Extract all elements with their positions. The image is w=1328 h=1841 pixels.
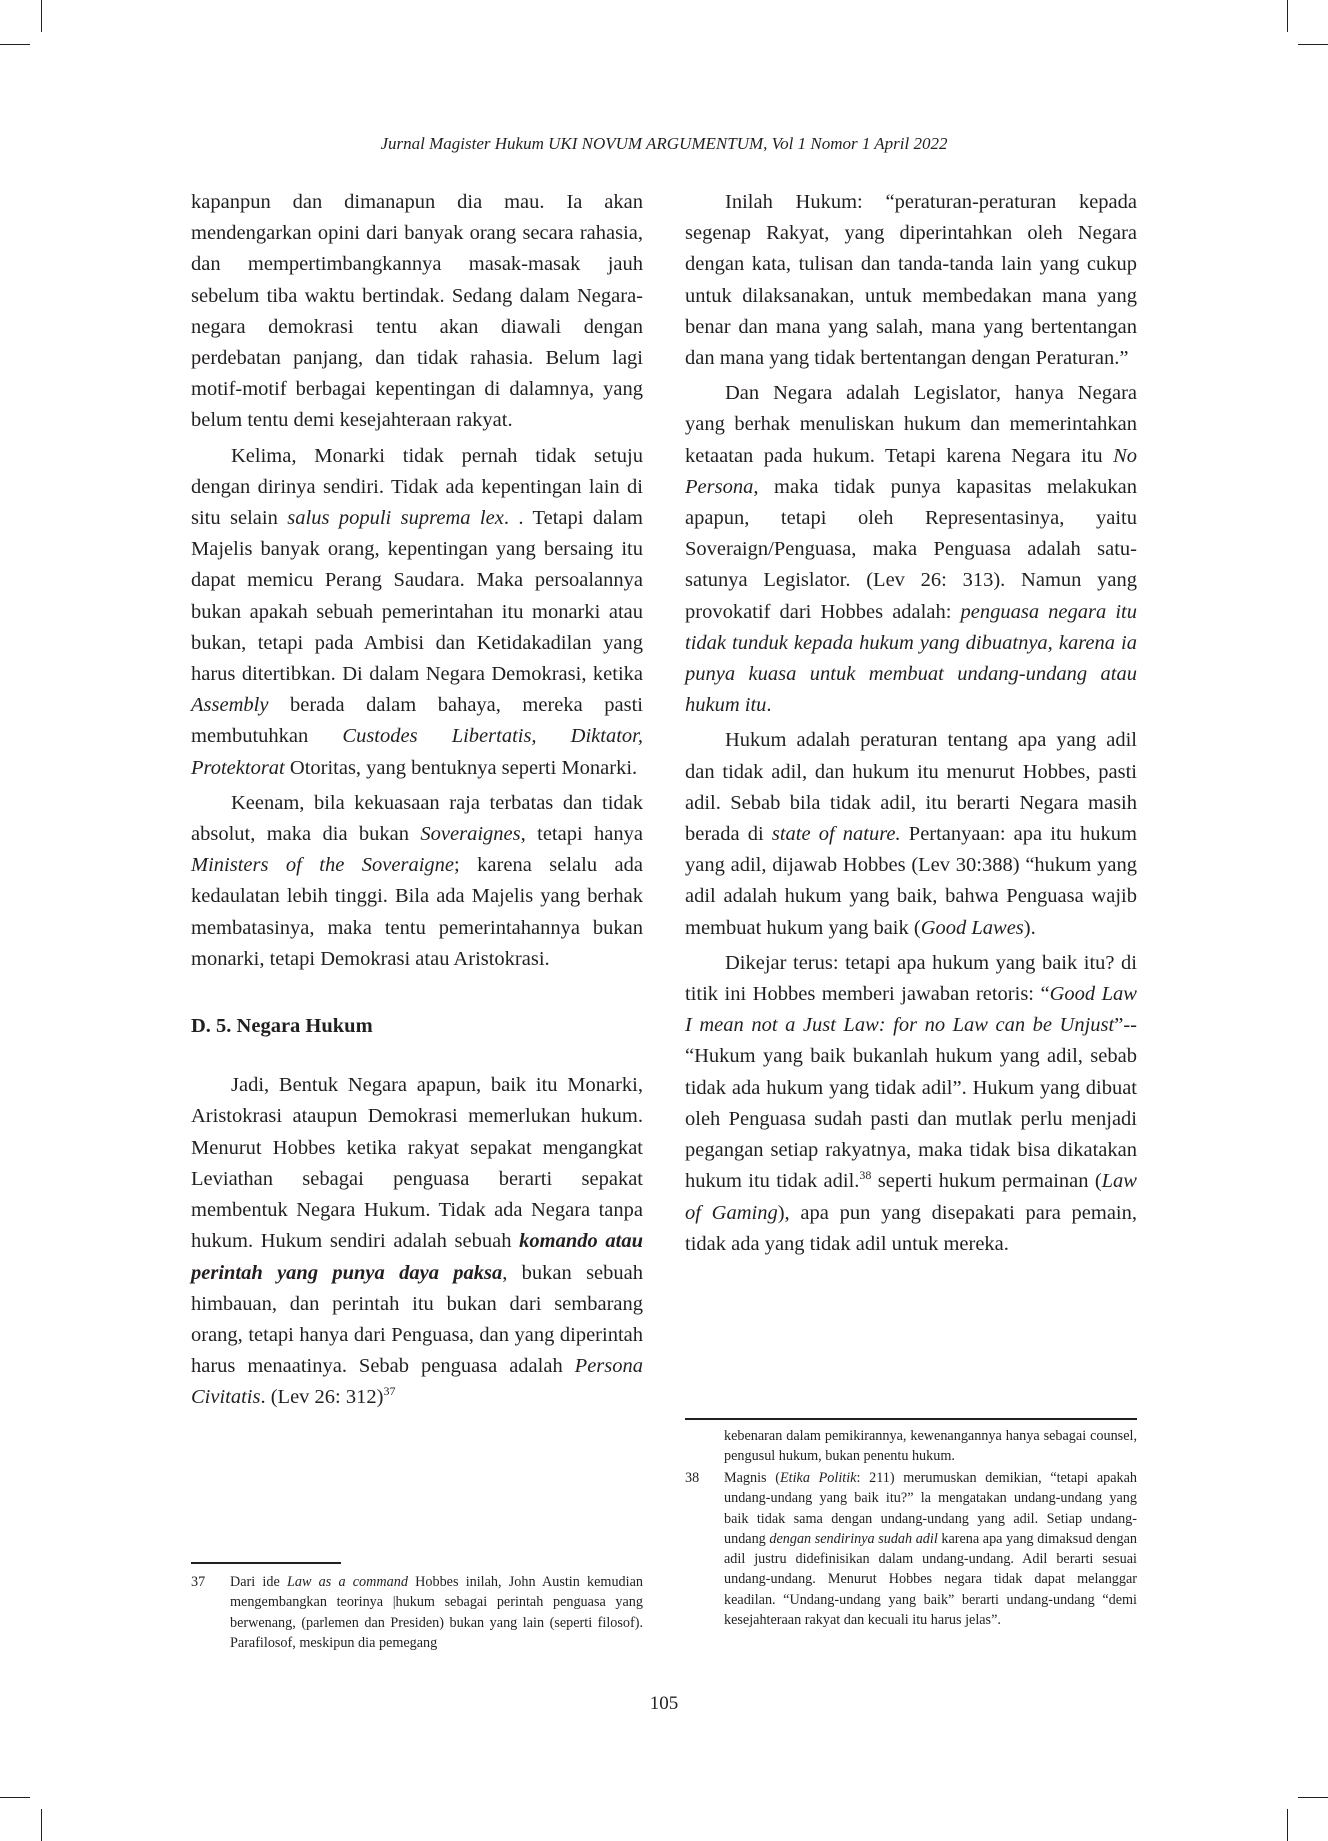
paragraph: kapanpun dan dimanapun dia mau. Ia akan mendengarkan opini dari banyak orang secara rahasia, dan mempertimbangkannya masak-masak jauh sebelum tiba waktu bertindak. Sedang dalam Negara-negara demokrasi tentu akan diawali dengan perdebatan panjang, dan tidak rahasia. Belum lagi motif-motif berbagai kepentingan di dalamnya, yang belum tentu demi kesejahteraan rakyat. — [191, 191, 643, 432]
paragraph: Keenam, bila kekuasaan raja terbatas dan tidak absolut, maka dia bukan Soveraignes, tetapi hanya Ministers of the Soveraigne; karena selalu ada kedaulatan lebih tinggi. Bila ada Majelis yang berhak membatasinya, maka tentu pemerintahannya bukan monarki, tetapi Demokrasi atau Aristokrasi. — [191, 791, 643, 970]
footnote-ref[interactable]: 38 — [859, 1168, 872, 1183]
running-header: Jurnal Magister Hukum UKI NOVUM ARGUMENTUM, Vol 1 Nomor 1 April 2022 — [380, 134, 948, 153]
footnote-37-continued: kebenaran dalam pemikirannya, kewenangannya hanya sebagai counsel, pengusul hukum, bukan penentu hukum. — [724, 1428, 1137, 1465]
crop-mark — [0, 1797, 30, 1798]
footnote-number: 38 — [685, 1470, 700, 1486]
paragraph: Hukum adalah peraturan tentang apa yang adil dan tidak adil, dan hukum itu menurut Hobbes, pasti adil. Sebab bila tidak adil, itu berarti Negara masih berada di state of nature. Pertanyaan: apa itu hukum yang adil, dijawab Hobbes (Lev 30:388) “hukum yang adil adalah hukum yang baik, bahwa Penguasa wajib membuat hukum yang baik (Good Lawes). — [685, 729, 1137, 939]
crop-mark — [41, 0, 42, 32]
crop-mark — [0, 44, 30, 45]
paragraph: Jadi, Bentuk Negara apapun, baik itu Monarki, Aristokrasi ataupun Demokrasi memerlukan hukum. Menurut Hobbes ketika rakyat sepakat mengangkat Leviathan sebagai penguasa berarti sepakat membentuk Negara Hukum. Tidak ada Negara tanpa hukum. Hukum sendiri adalah sebuah komando atau perintah yang punya daya paksa, bukan sebuah himbauan, dan perintah itu bukan dari sembarang orang, tetapi hanya dari Penguasa, dan yang diperintah harus menaatinya. Sebab penguasa adalah Persona Civitatis. (Lev 26: 312)$^{37}$ — [191, 1074, 643, 1409]
footnote-38: 38 Magnis (Etika Politik: 211) merumuskan demikian, “tetapi apakah undang-undang yang baik itu?” la mengatakan undang-undang yang baik tidak sama dengan undang-undang yang adil. Setiap undang-undang dengan sendirinya sudah adil karena apa yang dimaksud dengan adil justru didefinisikan dalam undang-undang. Adil berarti sesuai undang-undang. Menurut Hobbes negara tidak dapat melanggar keadilan. “Undang-undang yang baik” berarti undang-undang “demi kesejahteraan rakyat dan kecuali itu harus jelas”. — [685, 1470, 1138, 1629]
section-heading: D. 5. Negara Hukum — [191, 1015, 373, 1038]
footnote-rule — [685, 1418, 1137, 1420]
paragraph: Kelima, Monarki tidak pernah tidak setuju dengan dirinya sendiri. Tidak ada kepentingan lain di situ selain salus populi suprema lex. . Tetapi dalam Majelis banyak orang, kepentingan yang bersaing itu dapat memicu Perang Saudara. Maka persoalannya bukan apakah sebuah pemerintahan itu monarki atau bukan, tetapi pada Ambisi dan Ketidakadilan yang harus ditertibkan. Di dalam Negara Demokrasi, ketika Assembly berada dalam bahaya, mereka pasti membutuhkan Custodes Libertatis, Diktator, Protektorat Otoritas, yang bentuknya seperti Monarki. — [191, 444, 643, 779]
paragraph: Dikejar terus: tetapi apa hukum yang baik itu? di titik ini Hobbes memberi jawaban retoris: “Good Law I mean not a Just Law: for no Law can be Unjust”-- “Hukum yang baik bukanlah hukum yang adil, sebab tidak ada hukum yang tidak adil”. Hukum yang dibuat oleh Penguasa sudah pasti dan mutlak perlu menjadi pegangan setiap rakyatnya, maka tidak bisa dikatakan hukum itu tidak adil.$^{38}$ seperti hukum permainan (Law of Gaming), apa pun yang disepakati para pemain, tidak ada yang tidak adil untuk mereka. — [685, 951, 1137, 1255]
crop-mark — [1298, 44, 1328, 45]
page-number: 105 — [649, 1693, 679, 1714]
crop-mark — [41, 1809, 42, 1841]
footnote-number: 37 — [191, 1574, 206, 1590]
footnote-ref[interactable]: 37 — [383, 1384, 396, 1399]
right-column — [685, 187, 1137, 1264]
crop-mark — [1287, 0, 1288, 32]
crop-mark — [1298, 1797, 1328, 1798]
footnote-rule — [191, 1562, 341, 1564]
paragraph: Inilah Hukum: “peraturan-peraturan kepada segenap Rakyat, yang diperintahkan oleh Negara dengan kata, tulisan dan tanda-tanda lain yang cukup untuk dilaksanakan, untuk membedakan mana yang benar dan mana yang salah, mana yang bertentangan dan mana yang tidak bertentangan dengan Peraturan.” — [685, 191, 1137, 370]
paragraph: Dan Negara adalah Legislator, hanya Negara yang berhak menuliskan hukum dan memerintahkan ketaatan pada hukum. Tetapi karena Negara itu No Persona, maka tidak punya kapasitas melakukan apapun, tetapi oleh Representasinya, yaitu Soveraign/Penguasa, maka Penguasa adalah satu-satunya Legislator. (Lev 26: 313). Namun yang provokatif dari Hobbes adalah: penguasa negara itu tidak tunduk kepada hukum yang dibuatnya, karena ia punya kuasa untuk membuat undang-undang atau hukum itu. — [685, 382, 1137, 717]
crop-mark — [1287, 1809, 1288, 1841]
footnote-37: 37 Dari ide Law as a command Hobbes inilah, John Austin kemudian mengembangkan teorinya |hukum sebagai perintah penguasa yang berwenang, (parlemen dan Presiden) bukan yang lain (seperti filosof). Parafilosof, meskipun dia pemegang — [191, 1574, 643, 1651]
left-column — [191, 187, 643, 1418]
